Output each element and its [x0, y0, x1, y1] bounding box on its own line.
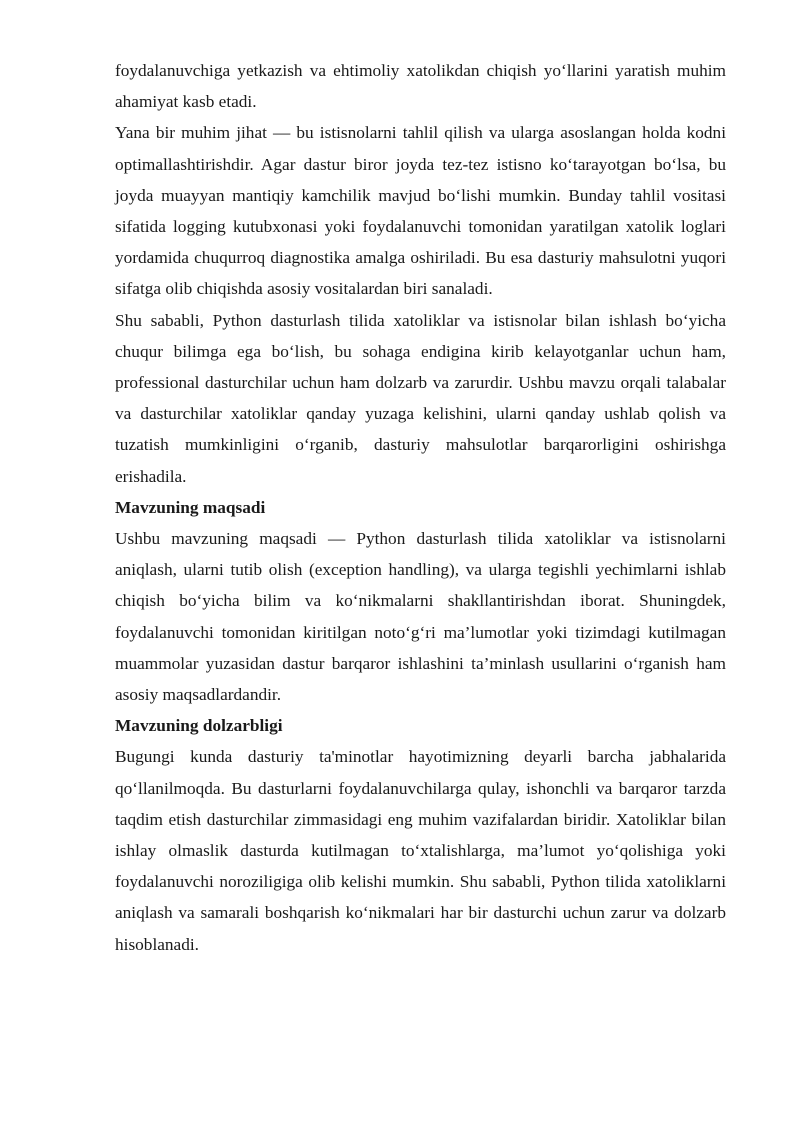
- paragraph-relevance: Bugungi kunda dasturiy ta'minotlar hayotimizning deyarli barcha jabhalarida qo‘llanilmoqda. Bu dasturlarni foydalanuvchilarga qulay, ishonchli va barqaror tarzda taqdim etish dasturchilar zimmasidagi eng muhim vazifalardan biridir. Xatoliklar bilan ishlay olmaslik dasturda kutilmagan to‘xtalishlarga, ma’lumot yo‘qolishiga yoki foydalanuvchi noroziligiga olib kelishi mumkin. Shu sababli, Python tilida xatoliklarni aniqlash va samarali boshqarish ko‘nikmalari har bir dasturchi uchun zarur va dolzarb hisoblanadi.: [115, 747, 726, 954]
- paragraph-goal: Ushbu mavzuning maqsadi — Python dasturlash tilida xatoliklar va istisnolarni aniqlash, ularni tutib olish (exception handling), va ularga tegishli yechimlarni ishlab chiqish bo‘yicha bilim va ko‘nikmalarni shakllantirishdan iborat. Shuningdek, foydalanuvchi tomonidan kiritilgan noto‘g‘ri ma’lumotlar yoki tizimdagi kutilmagan muammolar yuzasidan dastur barqaror ishlashini ta’minlash usullarini o‘rganish ham asosiy maqsadlardandir.: [115, 529, 726, 705]
- document-page: [115, 55, 726, 960]
- paragraph-intro-continuation: foydalanuvchiga yetkazish va ehtimoliy xatolikdan chiqish yo‘llarini yaratish muhim ahamiyat kasb etadi.: [115, 61, 726, 112]
- heading-goal: Mavzuning maqsadi: [115, 497, 266, 517]
- paragraph-importance: Shu sababli, Python dasturlash tilida xatoliklar va istisnolar bilan ishlash bo‘yicha chuqur bilimga ega bo‘lish, bu sohaga endigina kirib kelayotganlar uchun ham, professional dasturchilar uchun ham dolzarb va zarurdir. Ushbu mavzu orqali talabalar va dasturchilar xatoliklar qanday yuzaga kelishini, ularni qanday ushlab qolish va tuzatish mumkinligini o‘rganib, dasturiy mahsulotlar barqarorligini oshirishga erishadila.: [115, 310, 726, 486]
- heading-relevance: Mavzuning dolzarbligi: [115, 716, 283, 736]
- paragraph-exception-analysis: Yana bir muhim jihat — bu istisnolarni tahlil qilish va ularga asoslangan holda kodni optimallashtirishdir. Agar dastur biror joyda tez-tez istisno ko‘tarayotgan bo‘lsa, bu joyda muayyan mantiqiy kamchilik mavjud bo‘lishi mumkin. Bunday tahlil vositasi sifatida logging kutubxonasi yoki foydalanuvchi tomonidan yaratilgan xatolik loglari yordamida chuqurroq diagnostika amalga oshiriladi. Bu esa dasturiy mahsulotni yuqori sifatga olib chiqishda asosiy vositalardan biri sanaladi.: [115, 123, 726, 299]
